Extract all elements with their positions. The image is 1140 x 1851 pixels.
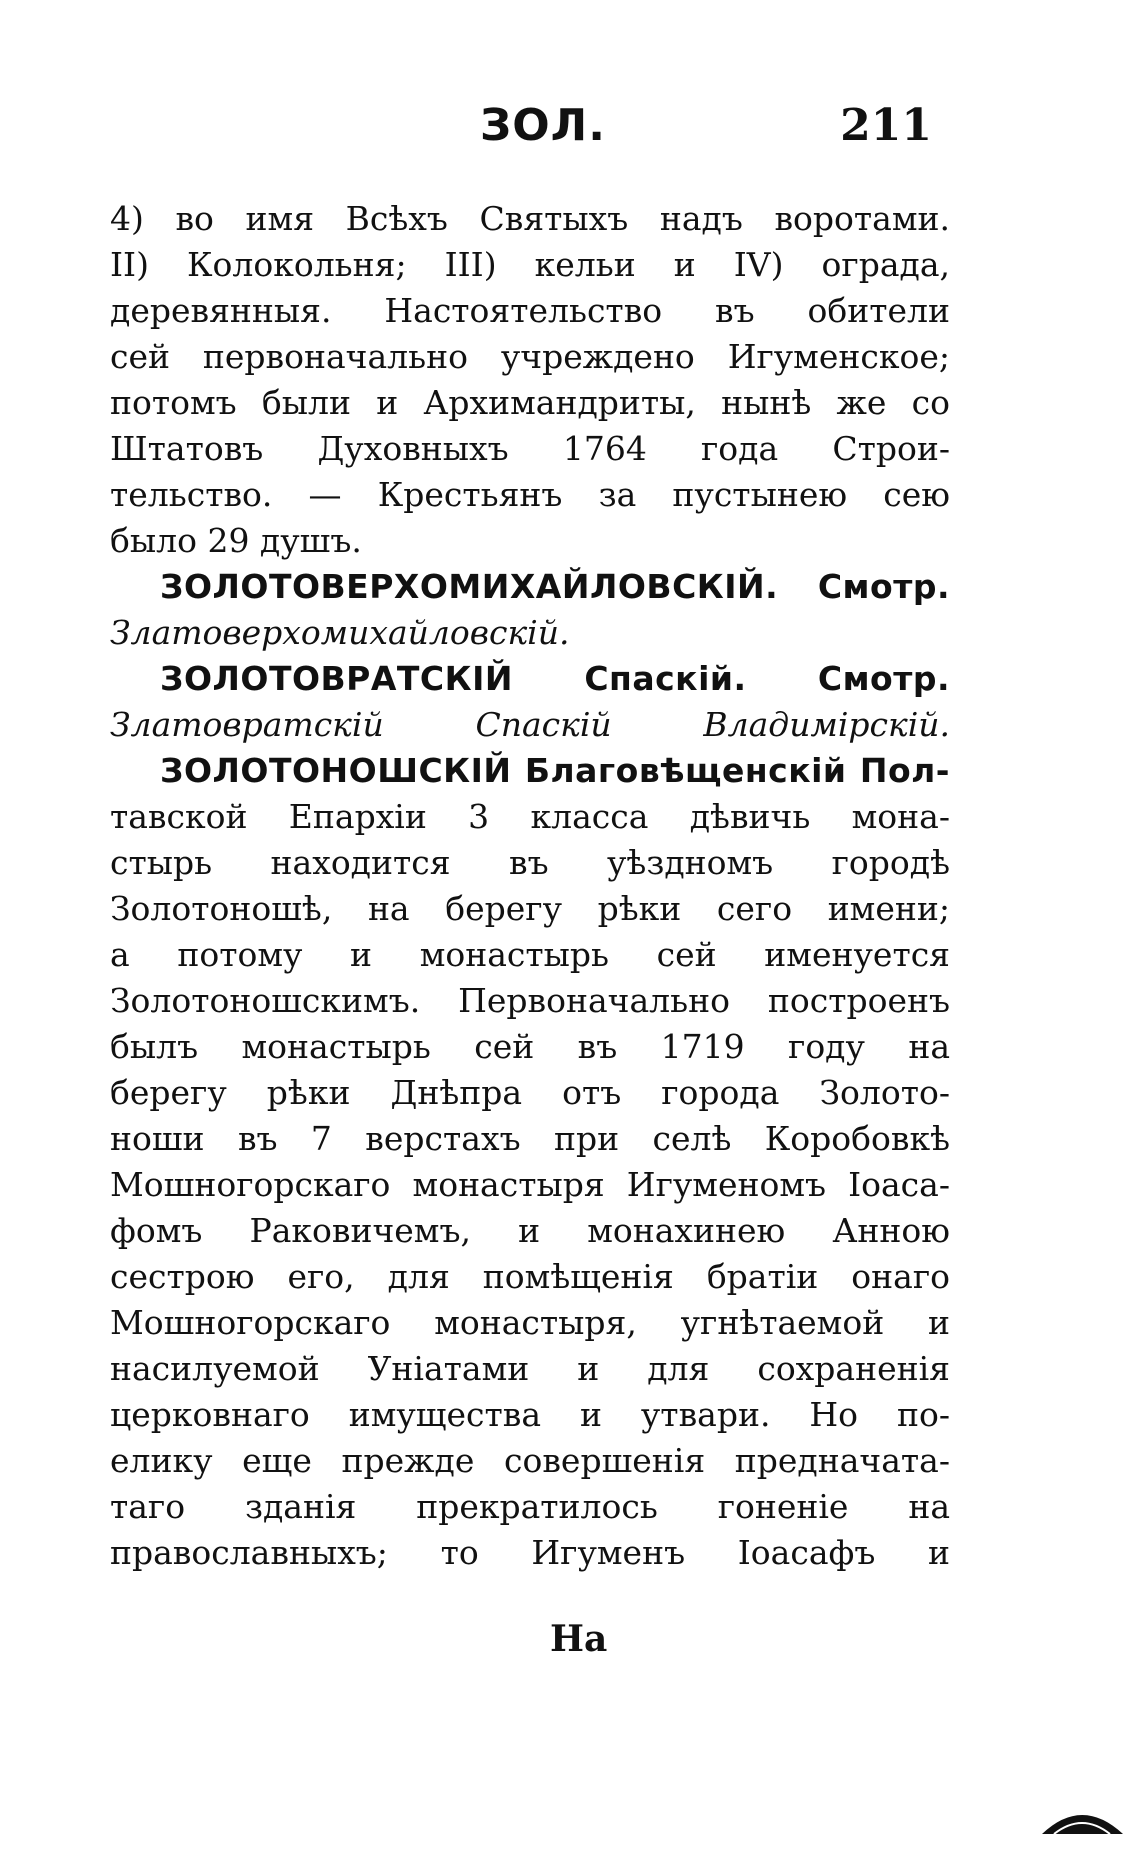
- text-line: Золотоношѣ, на берегу рѣки сего имени;: [110, 889, 950, 928]
- running-head: ЗОЛ.: [480, 100, 606, 151]
- text-line: Золотоношскимъ. Первоначально построенъ: [110, 981, 950, 1020]
- text-line: тавской Епархіи 3 класса дѣвичь мона-: [110, 797, 950, 836]
- text-line: Златовратскій Спаскій Владимірскій.: [110, 705, 950, 744]
- text-line: потомъ были и Архимандриты, нынѣ же со: [110, 383, 950, 422]
- page-number: 211: [840, 100, 932, 151]
- text-line: Мошногорскаго монастыря, угнѣтаемой и: [110, 1303, 950, 1342]
- entry-heading: ЗОЛОТОВЕРХОМИХАЙЛОВСКІЙ. Смотр.: [160, 567, 950, 606]
- text-line: а потому и монастырь сей именуется: [110, 935, 950, 974]
- text-line: 4) во имя Всѣхъ Святыхъ надъ воротами.: [110, 199, 950, 238]
- text-line: Златоверхомихайловскій.: [110, 613, 570, 652]
- text-line: Штатовъ Духовныхъ 1764 года Строи-: [110, 429, 950, 468]
- text-line: церковнаго имущества и утвари. Но по-: [110, 1395, 950, 1434]
- text-line: ноши въ 7 верстахъ при селѣ Коробовкѣ: [110, 1119, 950, 1158]
- text-line: фомъ Раковичемъ, и монахинею Анною: [110, 1211, 950, 1250]
- entry-heading: ЗОЛОТОНОШСКІЙ Благовѣщенскій Пол-: [160, 751, 950, 790]
- printer-ornament-icon: [1040, 1800, 1125, 1838]
- text-line: сей первоначально учреждено Игуменское;: [110, 337, 950, 376]
- text-line: деревянныя. Настоятельство въ обители: [110, 291, 950, 330]
- text-line: тельство. — Крестьянъ за пустынею сею: [110, 475, 950, 514]
- text-line: II) Колокольня; III) кельи и IV) ограда,: [110, 245, 950, 284]
- text-line: берегу рѣки Днѣпра отъ города Золото-: [110, 1073, 950, 1112]
- entry-heading: ЗОЛОТОВРАТСКІЙ Спаскій. Смотр.: [160, 659, 950, 698]
- text-line: былъ монастырь сей въ 1719 году на: [110, 1027, 950, 1066]
- text-line: Мошногорскаго монастыря Игуменомъ Іоаса-: [110, 1165, 950, 1204]
- text-line: сестрою его, для помѣщенія братіи онаго: [110, 1257, 950, 1296]
- text-line: елику еще прежде совершенія предначата-: [110, 1441, 950, 1480]
- catchword: На: [550, 1618, 608, 1660]
- page-header: [110, 100, 950, 160]
- text-line: было 29 душъ.: [110, 521, 362, 560]
- text-line: насилуемой Уніатами и для сохраненія: [110, 1349, 950, 1388]
- text-line: таго зданія прекратилось гоненіе на: [110, 1487, 950, 1526]
- text-line: стырь находится въ уѣздномъ городѣ: [110, 843, 950, 882]
- text-line: православныхъ; то Игуменъ Іоасафъ и: [110, 1533, 950, 1572]
- body-text: [110, 196, 950, 1576]
